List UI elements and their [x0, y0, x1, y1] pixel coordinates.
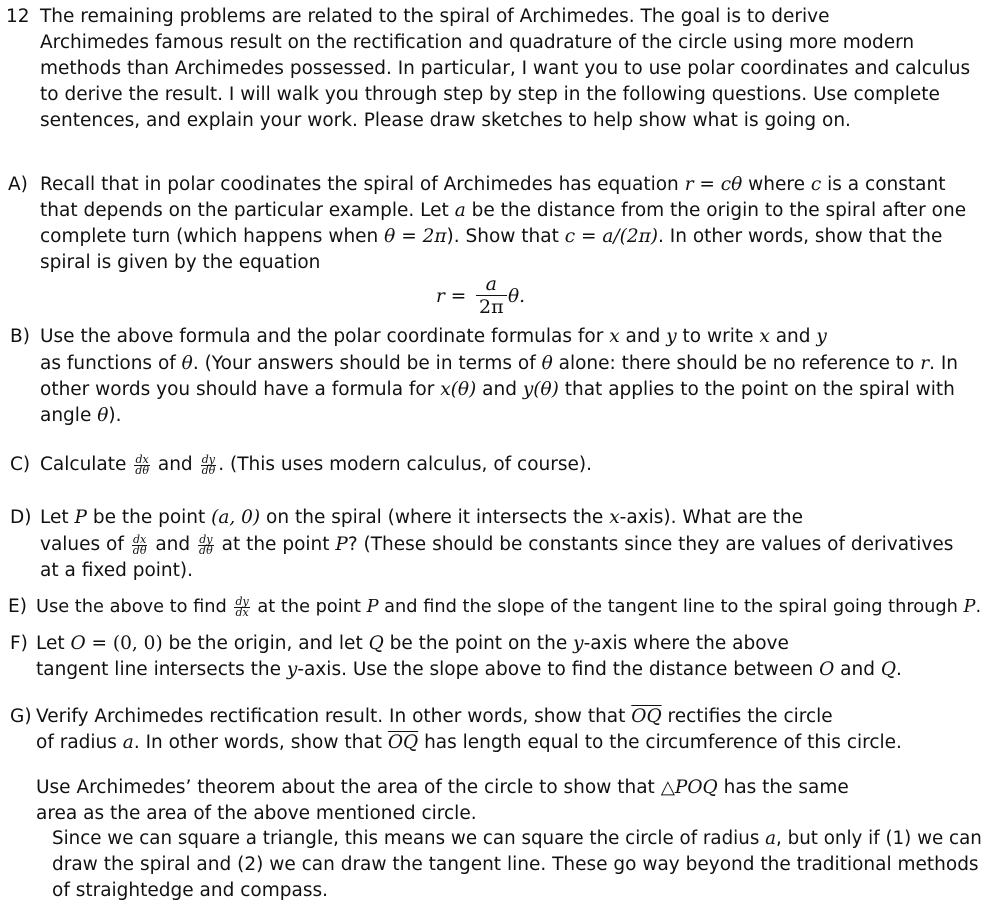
segment-oq: $\overline{OQ}$	[631, 706, 662, 727]
part-g-line-6: draw the spiral and (2) we can draw the tangent line. These go way beyond the traditional methods	[52, 854, 979, 875]
intro-line-2: Archimedes famous result on the rectification and quadrature of the circle using more modern	[40, 32, 915, 53]
part-g-line-7: of straightedge and compass.	[52, 880, 328, 901]
part-c-line: Calculate $\frac{dx}{d\theta}$ and $\frac{dy}{d\theta}$ . (This uses modern calculus, of course).	[40, 452, 592, 477]
intro-line-4: to derive the result. I will walk you through step by step in the following questions. Use complete	[40, 84, 940, 105]
dy-dtheta-fraction: $\frac{dy}{d\theta}$	[199, 532, 213, 557]
part-g-line-1: Verify Archimedes rectification result. In other words, show that $\overline{OQ}$ rectifies the circle	[36, 706, 833, 727]
dx-dtheta-fraction: $\frac{dx}{d\theta}$	[132, 532, 147, 557]
part-g-line-3: Use Archimedes’ theorem about the area of the circle to show that △POQ has the same	[36, 777, 849, 798]
part-b-line-1: Use the above formula and the polar coordinate formulas for x and y to write x and y	[40, 326, 827, 347]
part-a-label: A)	[8, 174, 28, 195]
equation-lhs: r =	[436, 286, 467, 307]
part-b-line-2: as functions of θ. (Your answers should be in terms of θ alone: there should be no reference to r. In	[40, 353, 959, 374]
part-f-line-1: Let O = (0, 0) be the origin, and let Q be the point on the y-axis where the above	[36, 633, 789, 654]
part-b-line-3: other words you should have a formula for x(θ) and y(θ) that applies to the point on the spiral with	[40, 379, 955, 400]
part-d-line-1: Let P be the point (a, 0) on the spiral (where it intersects the x-axis). What are the	[40, 507, 804, 528]
part-g-line-5: Since we can square a triangle, this means we can square the circle of radius a, but only if (1) we can	[52, 828, 982, 849]
part-b-label: B)	[10, 326, 30, 347]
part-g-line-4: area as the area of the above mentioned circle.	[36, 803, 477, 824]
problem-number: 12	[6, 6, 30, 27]
dx-dtheta-fraction: $\frac{dx}{d\theta}$	[135, 452, 149, 477]
part-d-line-2: values of $\frac{dx}{d\theta}$ and $\frac{dy}{d\theta}$ at the point P? (These should be constants since they are values of derivatives	[40, 532, 954, 557]
equation-rhs: θ.	[508, 286, 526, 307]
part-c-label: C)	[10, 454, 31, 475]
part-d-label: D)	[10, 507, 32, 528]
part-e-line: Use the above to find $\frac{dy}{dx}$ at the point P and find the slope of the tangent line to the spiral going through P.	[36, 594, 982, 619]
part-a-line-2: that depends on the particular example. Let a be the distance from the origin to the spiral after one	[40, 200, 967, 221]
part-e-label: E)	[8, 596, 27, 617]
dy-dtheta-fraction: $\frac{dy}{d\theta}$	[201, 452, 216, 477]
part-f-line-2: tangent line intersects the y-axis. Use the slope above to find the distance between O and Q.	[36, 659, 902, 680]
dy-dx-fraction: $\frac{dy}{dx}$	[235, 594, 249, 619]
part-g-line-2: of radius a. In other words, show that $\overline{OQ}$ has length equal to the circumference of this circle.	[36, 732, 902, 753]
part-a-line-3: complete turn (which happens when θ = 2π). Show that c = a/(2π). In other words, show that the	[40, 226, 943, 247]
segment-oq: $\overline{OQ}$	[387, 732, 419, 753]
part-a-line-1: Recall that in polar coodinates the spiral of Archimedes has equation r = cθ where c is a constant	[40, 174, 946, 195]
part-a-line-4: spiral is given by the equation	[40, 252, 321, 273]
intro-line-5: sentences, and explain your work. Please draw sketches to help show what is going on.	[40, 110, 851, 131]
intro-line-3: methods than Archimedes possessed. In particular, I want you to use polar coordinates and calculus	[40, 58, 971, 79]
part-g-label: G)	[10, 706, 32, 727]
intro-line-1: The remaining problems are related to the spiral of Archimedes. The goal is to derive	[40, 6, 830, 27]
equation-fraction: $\frac{a}{2\pi}$	[476, 273, 507, 318]
part-d-line-3: at a fixed point).	[40, 560, 194, 581]
part-b-line-4: angle θ).	[40, 405, 122, 426]
part-f-label: F)	[10, 633, 28, 654]
